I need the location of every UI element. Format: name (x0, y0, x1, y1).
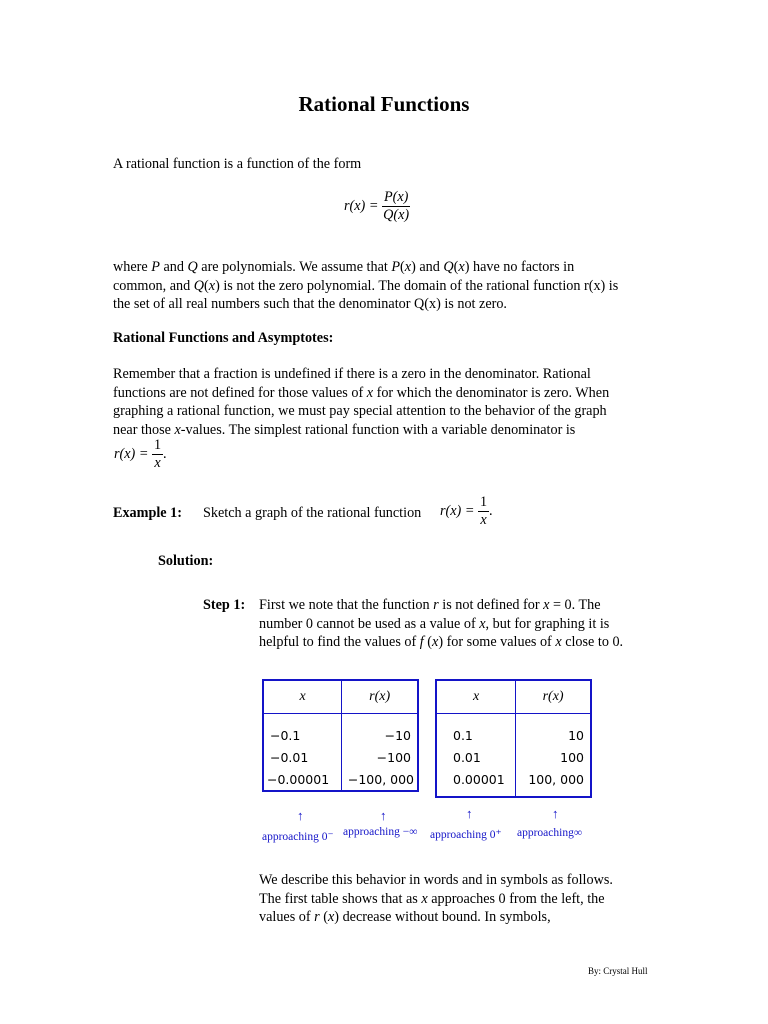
table-cell: 0.00001 (436, 768, 516, 797)
table-header-row (263, 680, 418, 714)
table-cell: 100 (516, 746, 591, 768)
table-cell: −10 (342, 724, 418, 746)
intro-text: A rational function is a function of the form (113, 156, 362, 172)
step1-text (259, 596, 679, 652)
solution-label: Solution: (158, 553, 214, 569)
para3-line2: The first table shows that as x approaches 0 from the left, the (259, 890, 605, 907)
definition-equation (344, 189, 410, 224)
value-table-right (435, 679, 592, 798)
para1-line3: the set of all real numbers such that the denominator Q(x) is not zero. (113, 296, 507, 312)
table-header-x: x (263, 680, 342, 714)
eq-lhs: r(x) = (114, 446, 149, 462)
eq-numerator: P(x) (383, 189, 409, 205)
table-cell: 100, 000 (516, 768, 591, 797)
table-row (436, 746, 591, 768)
step1-line2: number 0 cannot be used as a value of x, but for graphing it is (259, 615, 610, 632)
behavior-paragraph (259, 871, 679, 927)
page-title: Rational Functions (298, 92, 470, 116)
para2-line3: graphing a rational function, we must pay special attention to the behavior of the graph (113, 403, 607, 419)
example-label: Example 1: (113, 505, 182, 521)
eq-numerator: 1 (479, 494, 488, 510)
eq-fraction (478, 494, 489, 529)
value-table-left (262, 679, 419, 792)
definition-paragraph (113, 258, 673, 314)
eq-fraction (382, 189, 410, 224)
example-equation (440, 494, 493, 529)
table-cell: −100 (342, 746, 418, 768)
table-cell: 10 (516, 724, 591, 746)
step1-label: Step 1: (203, 597, 246, 613)
eq-numerator: 1 (153, 437, 162, 453)
approaching-label: approaching 0⁺ (430, 829, 502, 841)
step1-line1: First we note that the function r is not defined for x = 0. The (259, 597, 601, 613)
approaching-label: approaching 0⁻ (262, 831, 334, 843)
table-header-rx: r(x) (516, 680, 591, 714)
para3-line3: values of r (x) decrease without bound. In symbols, (259, 909, 551, 925)
para1-line1: where P and Q are polynomials. We assume that P(x) and Q(x) have no factors in (113, 259, 575, 275)
section-heading: Rational Functions and Asymptotes: (113, 330, 334, 346)
eq-lhs: r(x) = (344, 198, 379, 214)
eq-lhs: r(x) = (440, 503, 475, 519)
para2-line4: near those x-values. The simplest rational function with a variable denominator is (113, 421, 576, 438)
table-cell: −0.01 (263, 746, 342, 768)
table-row (263, 724, 418, 746)
eq-denominator: Q(x) (383, 207, 410, 223)
author-footer: By: Crystal Hull (588, 966, 648, 976)
up-arrow-icon: ↑ (552, 806, 559, 821)
approaching-label: approaching −∞ (343, 826, 418, 838)
example-text: Sketch a graph of the rational function (203, 505, 422, 521)
table-row (263, 746, 418, 768)
para2-line2: functions are not defined for those values of x for which the denominator is zero. When (113, 384, 610, 401)
table-cell: 0.1 (436, 724, 516, 746)
table-header-rx: r(x) (342, 680, 418, 714)
table-header-row (436, 680, 591, 714)
para3-line1: We describe this behavior in words and in symbols as follows. (259, 872, 613, 888)
para2-line1: Remember that a fraction is undefined if there is a zero in the denominator. Rational (113, 366, 591, 382)
para1-line2: common, and Q(x) is not the zero polynomial. The domain of the rational function r(x) is (113, 277, 619, 294)
eq-fraction (152, 437, 163, 472)
approaching-label: approaching∞ (517, 827, 583, 839)
up-arrow-icon: ↑ (380, 808, 387, 823)
table-cell: −100, 000 (342, 768, 418, 791)
table-row (436, 768, 591, 797)
eq-period: . (489, 503, 493, 519)
table-row (436, 724, 591, 746)
table-cell: 0.01 (436, 746, 516, 768)
table-row (263, 768, 418, 791)
table-header-x: x (436, 680, 516, 714)
up-arrow-icon: ↑ (466, 806, 473, 821)
step1-line3: helpful to find the values of f (x) for some values of x close to 0. (259, 634, 624, 650)
simple-equation (114, 437, 167, 472)
eq-denominator: x (154, 455, 161, 471)
table-cell: −0.00001 (263, 768, 342, 791)
eq-denominator: x (480, 512, 487, 528)
eq-period: . (163, 446, 167, 462)
up-arrow-icon: ↑ (297, 808, 304, 823)
asymptote-paragraph (113, 365, 673, 439)
table-cell: −0.1 (263, 724, 342, 746)
